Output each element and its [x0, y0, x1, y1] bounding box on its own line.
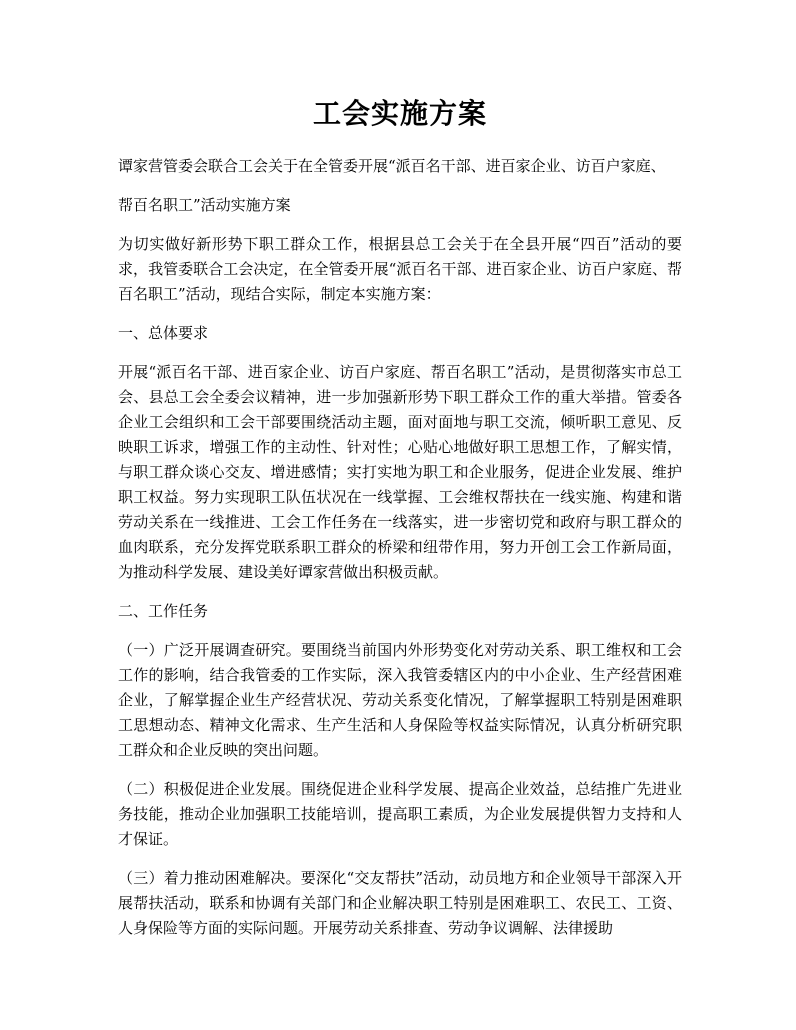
subtitle-line-2: 帮百名职工”活动实施方案: [118, 196, 291, 214]
intro-paragraph: 为切实做好新形势下职工群众工作，根据县总工会关于在全县开展“四百”活动的要求，我管委联合工会决定，在全管委开展“派百名干部、进百家企业、访百户家庭、帮百名职工”活动，现结合实际，制定本实施方案：: [118, 235, 682, 303]
task-paragraph-2: （二）积极促进企业发展。围绕促进企业科学发展、提高企业效益，总结推广先进业务技能，推动企业加强职工技能培训，提高职工素质，为企业发展提供智力支持和人才保证。: [118, 780, 682, 848]
document-title: 工会实施方案: [312, 97, 487, 130]
section-heading-work-tasks: 二、工作任务: [118, 602, 209, 620]
task-paragraph-3: （三）着力推动困难解决。要深化“交友帮扶”活动，动员地方和企业领导干部深入开展帮扶活动，联系和协调有关部门和企业解决职工特别是困难职工、农民工、工资、人身保险等方面的实际问题。开展劳动关系排查、劳动争议调解、法律援助: [118, 869, 682, 937]
general-requirements-paragraph: 开展“派百名干部、进百家企业、访百户家庭、帮百名职工”活动，是贯彻落实市总工会、县总工会全委会议精神，进一步加强新形势下职工群众工作的重大举措。管委各企业工会组织和工会干部要围绕活动主题，面对面地与职工交流，倾听职工意见、反映职工诉求，增强工作的主动性、针对性；心贴心地做好职工思想工作，了解实情，与职工群众谈心交友、增进感情；实打实地为职工和企业服务，促进企业发展、维护职工权益。努力实现职工队伍状况在一线掌握、工会维权帮扶在一线实施、构建和谐劳动关系在一线推进、工会工作任务在一线落实，进一步密切党和政府与职工群众的血肉联系，充分发挥党联系职工群众的桥梁和纽带作用，努力开创工会工作新局面，为推动科学发展、建设美好谭家营做出积极贡献。: [118, 363, 682, 581]
task-paragraph-1: （一）广泛开展调查研究。要围绕当前国内外形势变化对劳动关系、职工维权和工会工作的影响，结合我管委的工作实际，深入我管委辖区内的中小企业、生产经营困难企业，了解掌握企业生产经营状况、劳动关系变化情况，了解掌握职工特别是困难职工思想动态、精神文化需求、生产生活和人身保险等权益实际情况，认真分析研究职工群众和企业反映的突出问题。: [118, 641, 682, 759]
subtitle-line-1: 谭家营管委会联合工会关于在全管委开展“派百名干部、进百家企业、访百户家庭、: [118, 157, 666, 175]
section-heading-general-requirements: 一、总体要求: [118, 324, 209, 342]
